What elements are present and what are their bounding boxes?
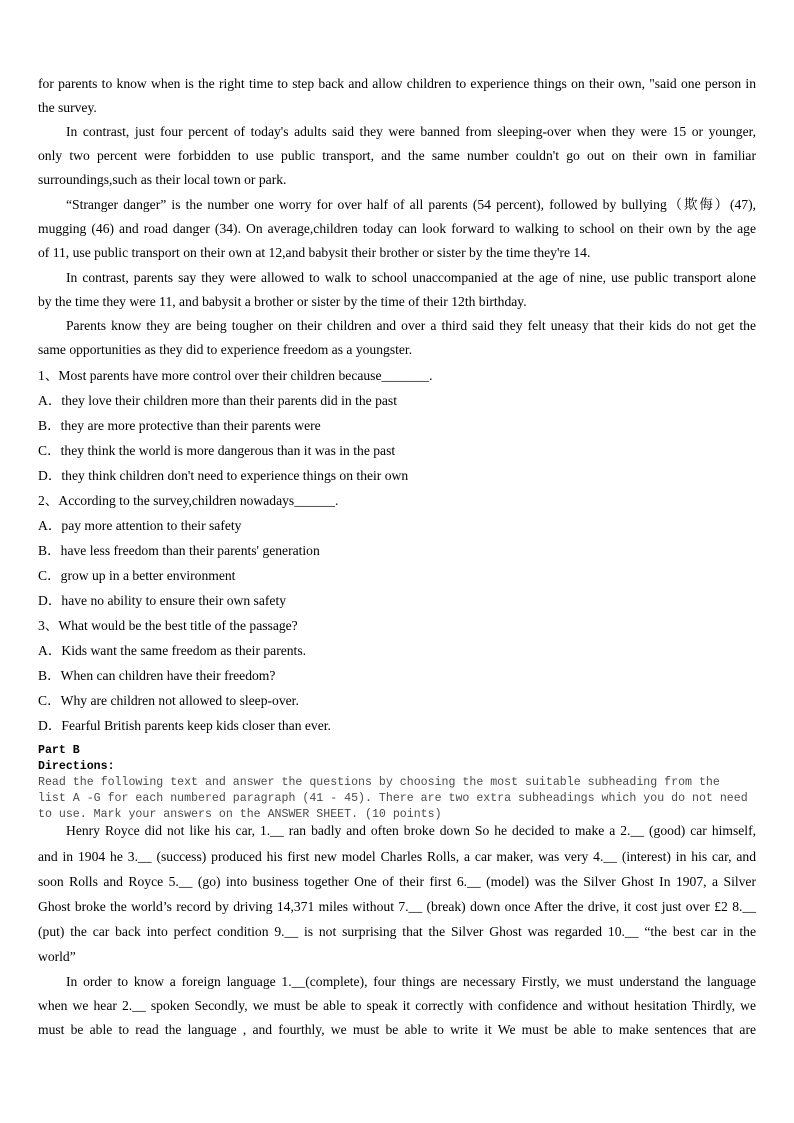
passage-line: only two percent were forbidden to use public transport, and the same number couldn't go out on their own in familiar: [38, 148, 756, 163]
passage-line: the survey.: [38, 100, 97, 115]
option-b: B．When can children have their freedom?: [38, 668, 276, 683]
cloze-line: when we hear 2.__ spoken Secondly, we must be able to speak it correctly with confidence and without hesitation Thirdly, we: [38, 998, 756, 1013]
option-c: C．grow up in a better environment: [38, 568, 236, 583]
option-a: A．pay more attention to their safety: [38, 518, 242, 533]
option-d: D．Fearful British parents keep kids closer than ever.: [38, 718, 331, 733]
passage-line: by the time they were 11, and babysit a brother or sister by the time of their 12th birthday.: [38, 294, 527, 309]
passage-line: In contrast, just four percent of today's adults said they were banned from sleeping-over when they were 15 or younger,: [66, 124, 756, 139]
section-title: Part B: [38, 744, 80, 757]
option-b: B．have less freedom than their parents' generation: [38, 543, 320, 558]
question-stem: 2、According to the survey,children nowadays______.: [38, 493, 339, 508]
cloze-line: Henry Royce did not like his car, 1.__ ran badly and often broke down So he decided to make a 2.__ (good) car himself,: [66, 823, 756, 838]
directions-line: list A -G for each numbered paragraph (41 - 45). There are two extra subheadings which you do not need: [38, 792, 748, 805]
cloze-line: world”: [38, 949, 76, 964]
cloze-line: Ghost broke the world’s record by driving 14,371 miles without 7.__ (break) down once After the drive, it cost just over £2 8.__: [38, 899, 756, 914]
directions-line: Read the following text and answer the questions by choosing the most suitable subheading from the: [38, 776, 720, 789]
option-b: B．they are more protective than their parents were: [38, 418, 321, 433]
option-c: C．Why are children not allowed to sleep-over.: [38, 693, 299, 708]
passage-line: of 11, use public transport on their own at 12,and babysit their brother or sister by the time they're 14.: [38, 245, 591, 260]
passage-line: “Stranger danger” is the number one worry for over half of all parents (54 percent), followed by bullying（欺侮）(47),: [66, 197, 756, 212]
option-a: A．Kids want the same freedom as their parents.: [38, 643, 307, 658]
cloze-line: In order to know a foreign language 1.__(complete), four things are necessary Firstly, we must understand the language: [66, 974, 756, 989]
directions-label: Directions:: [38, 760, 115, 773]
cloze-line: and in 1904 he 3.__ (success) produced his first new model Charles Rolls, a car maker, was very 4.__ (interest) in his car, and: [38, 849, 756, 864]
option-d: D．they think children don't need to experience things on their own: [38, 468, 409, 483]
cloze-line: must be able to read the language , and fourthly, we must be able to write it We must be able to make sentences that are: [38, 1022, 756, 1037]
option-d: D．have no ability to ensure their own safety: [38, 593, 287, 608]
option-a: A．they love their children more than their parents did in the past: [38, 393, 397, 408]
passage-line: Parents know they are being tougher on their children and over a third said they felt uneasy that their kids do not get the: [66, 318, 756, 333]
passage-line: In contrast, parents say they were allowed to walk to school unaccompanied at the age of nine, use public transport alone: [66, 270, 756, 285]
passage-line: same opportunities as they did to experience freedom as a youngster.: [38, 342, 413, 357]
question-stem: 3、What would be the best title of the passage?: [38, 618, 298, 633]
cloze-line: soon Rolls and Royce 5.__ (go) into business together One of their first 6.__ (model) was the Silver Ghost In 1907, a Silver: [38, 874, 756, 889]
option-c: C．they think the world is more dangerous than it was in the past: [38, 443, 396, 458]
question-stem: 1、Most parents have more control over their children because_______.: [38, 368, 433, 383]
cloze-line: (put) the car back into perfect condition 9.__ is not surprising that the Silver Ghost was regarded 10.__ “the best car in the: [38, 924, 756, 939]
passage-line: surroundings,such as their local town or park.: [38, 172, 287, 187]
passage-line: mugging (46) and road danger (34). On average,children today can look forward to walking to school on their own by the age: [38, 221, 756, 236]
directions-line: to use. Mark your answers on the ANSWER SHEET. (10 points): [38, 808, 442, 821]
passage-line: for parents to know when is the right time to step back and allow children to experience things on their own, "said one person in: [38, 76, 756, 91]
